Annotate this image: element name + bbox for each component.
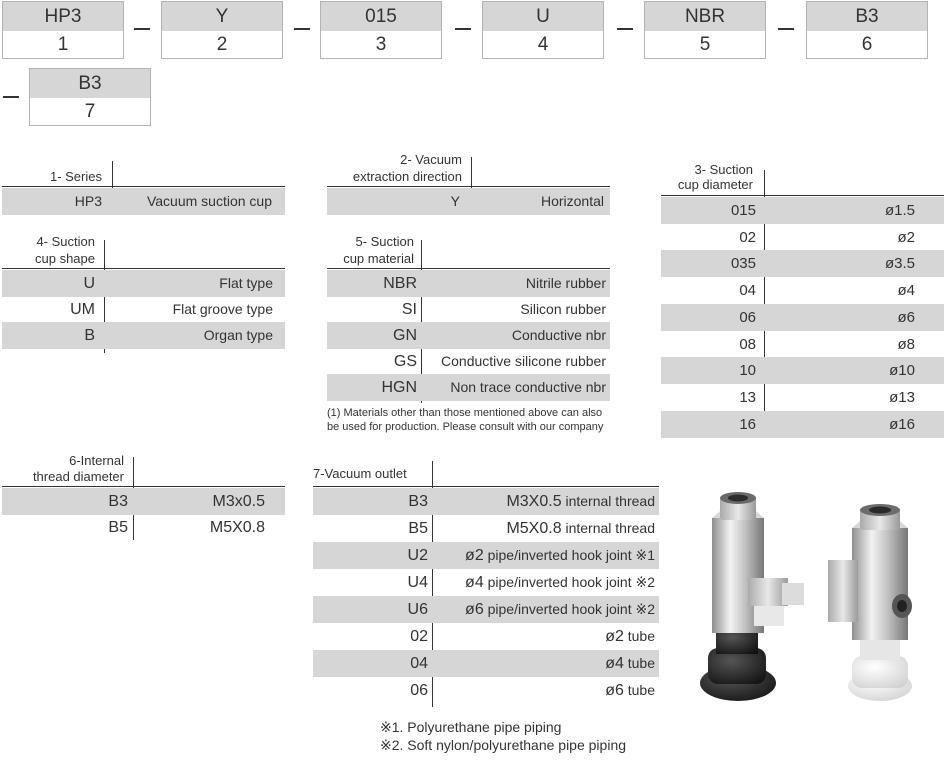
row-code: 02 bbox=[739, 228, 756, 246]
code-index: 5 bbox=[645, 31, 765, 58]
row-size: M5X0.8 bbox=[506, 520, 562, 537]
table-row bbox=[661, 331, 944, 358]
table-row bbox=[327, 188, 610, 215]
table-row bbox=[2, 488, 285, 515]
code-index: 4 bbox=[483, 31, 603, 58]
row-code: B5 bbox=[108, 519, 128, 536]
series-title: 1- Series bbox=[49, 169, 102, 184]
thread-title-2: thread diameter bbox=[32, 469, 124, 484]
row-desc: ø1.5 bbox=[884, 202, 915, 219]
code-separator bbox=[617, 28, 633, 30]
row-desc: ø6 bbox=[897, 308, 915, 326]
code-separator bbox=[455, 28, 471, 30]
row-desc: Horizontal bbox=[540, 193, 604, 209]
table-row bbox=[661, 277, 944, 304]
row-desc: ø3.5 bbox=[884, 255, 915, 273]
row-code: U6 bbox=[407, 601, 428, 618]
row-desc-text: tube bbox=[623, 655, 655, 671]
table-row bbox=[313, 650, 659, 677]
row-desc: Silicon rubber bbox=[520, 301, 606, 317]
row-desc: Conductive nbr bbox=[511, 327, 606, 343]
row-code: GS bbox=[393, 353, 417, 370]
row-desc bbox=[605, 677, 655, 704]
code-index: 7 bbox=[30, 98, 150, 125]
table-header-rule bbox=[2, 186, 285, 187]
row-desc bbox=[605, 650, 655, 677]
table-row bbox=[313, 542, 659, 569]
code-value: 015 bbox=[321, 2, 441, 31]
row-size: ø4 bbox=[605, 655, 624, 672]
table-header-rule bbox=[2, 268, 285, 269]
row-desc: Flat type bbox=[219, 275, 273, 291]
row-code: 04 bbox=[410, 655, 428, 672]
code-separator bbox=[134, 28, 150, 30]
table-row bbox=[327, 296, 610, 323]
row-desc: ø8 bbox=[897, 335, 915, 353]
table-row bbox=[327, 270, 610, 297]
code-box-3 bbox=[320, 1, 442, 59]
table-header-rule bbox=[327, 268, 610, 269]
row-desc bbox=[506, 515, 655, 542]
table-row bbox=[327, 322, 610, 349]
row-code: SI bbox=[401, 301, 417, 318]
footnote-2: ※2. Soft nylon/polyurethane pipe piping bbox=[380, 737, 627, 753]
table-row bbox=[661, 357, 944, 384]
table-row bbox=[661, 384, 944, 411]
table-row bbox=[661, 411, 944, 438]
row-code: 13 bbox=[739, 388, 756, 406]
row-code: B5 bbox=[408, 520, 428, 537]
row-desc-text: tube bbox=[623, 682, 655, 698]
code-value: U bbox=[483, 2, 603, 31]
table-header-rule bbox=[661, 195, 944, 196]
row-desc: ø10 bbox=[889, 362, 915, 380]
row-desc bbox=[465, 569, 655, 596]
code-box-2 bbox=[161, 1, 283, 59]
shape-title-1: 4- Suction bbox=[36, 234, 95, 249]
row-desc-text: pipe/inverted hook joint ※1 bbox=[483, 547, 655, 563]
material-note-line-1: (1) Materials other than those mentioned above can also bbox=[327, 407, 603, 419]
code-value: HP3 bbox=[3, 2, 123, 31]
table-row bbox=[327, 374, 610, 401]
table-header-rule bbox=[313, 486, 659, 487]
row-desc: ø4 bbox=[897, 282, 915, 300]
left-fitting-group bbox=[700, 492, 804, 701]
row-code: 16 bbox=[739, 415, 756, 433]
table-row bbox=[2, 296, 285, 323]
code-separator bbox=[778, 28, 794, 30]
row-desc bbox=[506, 488, 655, 515]
footnote-1: ※1. Polyurethane pipe piping bbox=[380, 719, 562, 735]
row-size: ø2 bbox=[465, 547, 484, 564]
row-desc bbox=[605, 623, 655, 650]
row-desc: Conductive silicone rubber bbox=[441, 353, 606, 369]
code-box-6 bbox=[806, 1, 928, 59]
row-code: B3 bbox=[108, 493, 128, 510]
row-desc: Flat groove type bbox=[172, 301, 273, 317]
thread-title-1: 6-Internal bbox=[69, 453, 124, 468]
row-code: HP3 bbox=[74, 193, 102, 209]
code-index: 2 bbox=[162, 31, 282, 58]
outlet-title: 7-Vacuum outlet bbox=[313, 466, 407, 481]
row-desc: ø2 bbox=[897, 228, 915, 246]
table-row bbox=[661, 197, 944, 224]
shape-title-2: cup shape bbox=[35, 251, 95, 266]
row-code: B bbox=[84, 327, 95, 344]
row-size: M3X0.5 bbox=[506, 493, 562, 510]
table-row bbox=[313, 677, 659, 704]
row-code: B3 bbox=[408, 493, 428, 510]
table-row bbox=[2, 514, 285, 541]
table-row bbox=[327, 348, 610, 375]
table-header-rule bbox=[327, 186, 610, 187]
table-row bbox=[2, 322, 285, 349]
code-separator bbox=[294, 28, 310, 30]
row-code: 10 bbox=[739, 362, 756, 380]
row-size: ø2 bbox=[605, 628, 624, 645]
row-code: 08 bbox=[739, 335, 756, 353]
diameter-title-1: 3- Suction bbox=[694, 162, 753, 177]
table-row bbox=[661, 250, 944, 277]
row-desc: Organ type bbox=[203, 327, 273, 343]
table-row bbox=[313, 623, 659, 650]
table-row bbox=[661, 304, 944, 331]
table-row bbox=[313, 596, 659, 623]
code-index: 6 bbox=[807, 31, 927, 58]
row-desc-text: pipe/inverted hook joint ※2 bbox=[483, 601, 655, 617]
row-size: ø6 bbox=[465, 601, 484, 618]
row-desc-text: pipe/inverted hook joint ※2 bbox=[483, 574, 655, 590]
table-row bbox=[661, 224, 944, 251]
table-row bbox=[313, 569, 659, 596]
row-desc bbox=[465, 542, 655, 569]
row-code: 04 bbox=[739, 282, 756, 300]
row-size: ø6 bbox=[605, 682, 624, 699]
table-row bbox=[2, 188, 285, 215]
row-code: U bbox=[83, 275, 95, 292]
code-value: B3 bbox=[30, 69, 150, 98]
row-code: NBR bbox=[383, 275, 417, 292]
row-desc-text: tube bbox=[623, 628, 655, 644]
row-desc: Vacuum suction cup bbox=[146, 193, 272, 209]
row-desc: M5X0.8 bbox=[209, 519, 265, 536]
row-desc-text: internal thread bbox=[561, 520, 655, 536]
code-box-1 bbox=[2, 1, 124, 59]
code-index: 1 bbox=[3, 31, 123, 58]
row-desc: ø16 bbox=[889, 415, 915, 433]
code-value: NBR bbox=[645, 2, 765, 31]
row-size: ø4 bbox=[465, 574, 484, 591]
row-desc: ø13 bbox=[889, 388, 915, 406]
material-note-line-2: be used for production. Please consult with our company bbox=[327, 421, 604, 433]
right-fitting-group bbox=[828, 504, 912, 701]
code-value: B3 bbox=[807, 2, 927, 31]
code-box-5 bbox=[644, 1, 766, 59]
row-code: U4 bbox=[407, 574, 428, 591]
row-desc: Non trace conductive nbr bbox=[450, 379, 606, 395]
table-row bbox=[313, 488, 659, 515]
material-title-1: 5- Suction bbox=[355, 234, 414, 249]
row-code: UM bbox=[70, 301, 95, 318]
table-row bbox=[2, 270, 285, 297]
direction-title-2: extraction direction bbox=[352, 169, 462, 184]
row-code: GN bbox=[393, 327, 417, 344]
row-code: HGN bbox=[381, 379, 417, 396]
code-box-7 bbox=[29, 68, 151, 126]
row-code: 015 bbox=[730, 202, 756, 219]
row-code: Y bbox=[450, 193, 460, 209]
row-code: 06 bbox=[739, 308, 756, 326]
row-desc bbox=[465, 596, 655, 623]
code-box-4 bbox=[482, 1, 604, 59]
diameter-title-2: cup diameter bbox=[677, 177, 753, 192]
row-code: 035 bbox=[730, 255, 756, 273]
code-separator bbox=[3, 96, 19, 98]
material-title-2: cup material bbox=[343, 251, 414, 266]
table-row bbox=[313, 515, 659, 542]
row-desc-text: internal thread bbox=[561, 493, 655, 509]
product-photo bbox=[690, 488, 940, 713]
row-code: U2 bbox=[407, 547, 428, 564]
row-code: 06 bbox=[410, 682, 428, 699]
direction-title-1: 2- Vacuum bbox=[400, 152, 462, 167]
row-code: 02 bbox=[410, 628, 428, 645]
row-desc: M3x0.5 bbox=[212, 493, 265, 510]
code-value: Y bbox=[162, 2, 282, 31]
code-index: 3 bbox=[321, 31, 441, 58]
table-header-rule bbox=[2, 486, 285, 487]
row-desc: Nitrile rubber bbox=[525, 275, 606, 291]
